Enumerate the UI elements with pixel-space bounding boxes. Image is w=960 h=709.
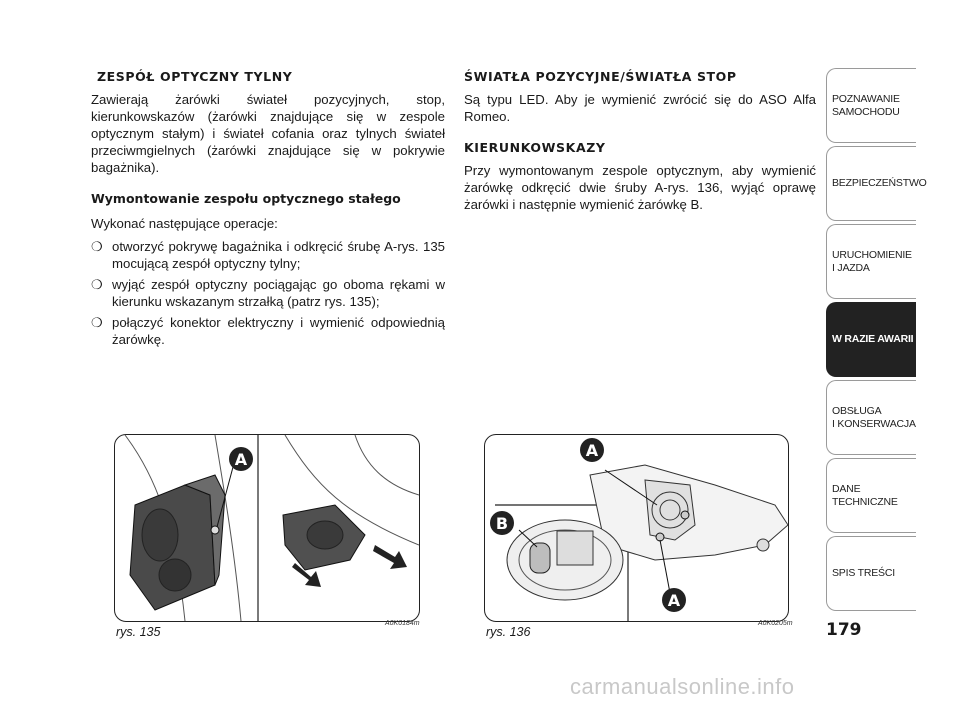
bullet-icon: ❍ xyxy=(91,277,103,292)
tab-poznawanie[interactable]: POZNAWANIE SAMOCHODU xyxy=(826,68,916,143)
figure-code: A0K0205m xyxy=(758,620,793,627)
paragraph: Przy wymontowanym zespole optycznym, aby wymienić żarówkę odkręcić dwie śruby A-rys. 136, wyjąć oprawę żarówki i następnie wymienić żarówkę B. xyxy=(464,163,816,212)
bullet-icon: ❍ xyxy=(91,239,103,254)
label-a-badge-bottom xyxy=(662,588,686,612)
svg-text:B: B xyxy=(495,514,509,533)
figure-136 xyxy=(484,434,789,622)
figure-caption: rys. 135 xyxy=(116,625,161,639)
subsection-heading: Wymontowanie zespołu optycznego stałego xyxy=(91,191,401,206)
lead-paragraph: Wykonać następujące operacje: xyxy=(91,216,278,231)
intro-paragraph: Zawierają żarówki świateł pozycyjnych, stop, kierunkowskazów (żarówki znajdujące się w zespole optycznym stałym) i świateł cofania oraz tylnych świateł przeciwmgielnych (żarówki znajdujące się w pokrywie bagażnika). xyxy=(91,92,445,175)
watermark: carmanualsonline.info xyxy=(570,674,795,699)
page-number: 179 xyxy=(826,620,862,640)
svg-text:A: A xyxy=(667,591,681,610)
list-item: ❍ wyjąć zespół optyczny pociągając go oboma rękami w kierunku wskazanym strzałką (patrz rys. 135); xyxy=(91,277,445,309)
steps-list xyxy=(91,238,445,348)
section-heading: KIERUNKOWSKAZY xyxy=(464,140,606,155)
tab-dane-techniczne[interactable]: DANE TECHNICZNE xyxy=(826,458,916,533)
bullet-icon: ❍ xyxy=(91,315,103,330)
tab-spis-tresci[interactable]: SPIS TREŚCI xyxy=(826,536,916,611)
svg-text:A: A xyxy=(234,450,248,469)
figure-code: A0K0184m xyxy=(385,620,420,627)
middle-column xyxy=(464,68,816,213)
tab-bezpieczenstwo[interactable]: BEZPIECZEŃSTWO xyxy=(826,146,916,221)
tab-uruchomienie[interactable]: URUCHOMIENIE I JAZDA xyxy=(826,224,916,299)
figure-136-illustration xyxy=(485,435,788,621)
figure-135-illustration xyxy=(115,435,419,621)
section-heading: ŚWIATŁA POZYCYJNE/ŚWIATŁA STOP xyxy=(464,69,737,84)
figure-135 xyxy=(114,434,420,622)
chapter-tabs xyxy=(826,68,927,614)
left-column xyxy=(91,68,445,352)
label-b-badge xyxy=(490,511,514,535)
section-heading: ZESPÓŁ OPTYCZNY TYLNY xyxy=(97,69,293,84)
svg-text:A: A xyxy=(585,441,599,460)
tab-w-razie-awarii[interactable]: W RAZIE AWARII xyxy=(826,302,916,377)
label-a-badge xyxy=(229,447,253,471)
figure-caption: rys. 136 xyxy=(486,625,531,639)
list-item: ❍ otworzyć pokrywę bagażnika i odkręcić śrubę A-rys. 135 mocującą zespół optyczny tylny; xyxy=(91,239,445,271)
label-a-badge-top xyxy=(580,438,604,462)
tab-obsluga[interactable]: OBSŁUGA I KONSERWACJA xyxy=(826,380,916,455)
list-item: ❍ połączyć konektor elektryczny i wymienić odpowiednią żarówkę. xyxy=(91,315,445,347)
paragraph: Są typu LED. Aby je wymienić zwrócić się do ASO Alfa Romeo. xyxy=(464,92,816,124)
